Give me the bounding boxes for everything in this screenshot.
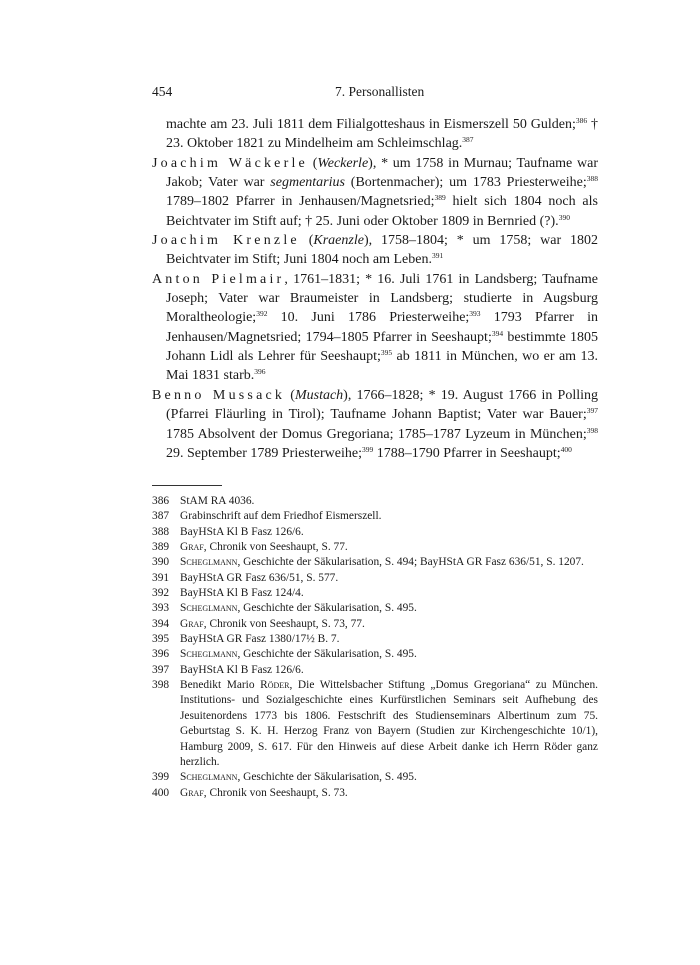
footnote (152, 494, 598, 509)
footnote-ref[interactable]: 395 (380, 348, 393, 358)
footnote (152, 647, 598, 662)
author-name: Graf (180, 541, 204, 554)
footnote-number: 391 (152, 571, 170, 584)
footnote-ref[interactable]: 396 (254, 367, 266, 377)
footnote (152, 571, 598, 586)
main-text (152, 115, 598, 463)
footnote-number: 398 (152, 679, 170, 692)
footnote-ref[interactable]: 387 (462, 135, 474, 145)
footnote-text: Grabinschrift auf dem Friedhof Eismerszell. (180, 510, 382, 523)
footnote-ref[interactable]: 392 (256, 309, 268, 319)
entry-krenzle (152, 231, 598, 270)
footnote-ref[interactable]: 397 (586, 406, 598, 416)
author-name: Graf (180, 617, 204, 630)
footnote-text: , Chronik von Seeshaupt, S. 73. (203, 786, 348, 799)
person-name: Joachim Wäckerle (152, 155, 308, 171)
footnote (152, 540, 598, 555)
text-run: (Bortenmacher); um 1783 Priesterweihe; (344, 175, 587, 191)
footnote-ref[interactable]: 393 (469, 309, 481, 319)
author-name: Scheglmann (180, 602, 238, 615)
footnote-separator (152, 485, 222, 486)
text-run: , 1761–1831; * 16. Juli 1761 in Landsberg; Taufname Joseph; Vater war Braumeister in Landsberg; studierte in Augsburg Moraltheologie; (166, 271, 598, 326)
footnote-ref[interactable]: 400 (560, 444, 572, 454)
text-run: 1788–1790 Pfarrer in Seeshaupt; (373, 445, 561, 461)
footnote-number: 388 (152, 525, 170, 538)
running-header (152, 84, 598, 104)
footnote-number: 394 (152, 617, 170, 630)
footnote-ref[interactable]: 394 (491, 328, 504, 338)
author-name: Röder (260, 679, 290, 692)
footnote-number: 400 (152, 786, 170, 799)
footnote-number: 396 (152, 648, 170, 661)
text-run: ( (285, 387, 295, 403)
latin-term: segmentarius (270, 175, 345, 191)
author-name: Scheglmann (180, 771, 238, 784)
footnote-text: BayHStA Kl B Fasz 126/6. (180, 525, 304, 538)
footnote-ref[interactable]: 388 (586, 174, 598, 184)
footnote (152, 586, 598, 601)
footnote-text: BayHStA Kl B Fasz 126/6. (180, 663, 304, 676)
text-run: 1793 Pfarrer in Jenhausen/Magnetsried; 1794–1805 Pfarrer in Seeshaupt; (166, 310, 598, 345)
text-run: ), 1758–1804; * um 1758; war 1802 Beichtvater im Stift; Juni 1804 noch am Leben. (166, 233, 598, 268)
text-run: hielt sich 1804 noch als Beichtvater im Stift auf; † 25. Juni oder Oktober 1809 in Bernried (?). (166, 194, 598, 229)
person-name: Benno Mussack (152, 387, 286, 403)
footnote-text: BayHStA GR Fasz 636/51, S. 577. (180, 571, 339, 584)
name-variant: Mustach (294, 387, 344, 403)
page-number: 454 (152, 84, 173, 99)
footnote-number: 390 (152, 556, 170, 569)
person-name: Anton Pielmair (152, 271, 285, 287)
text-run: machte am 23. Juli 1811 dem Filialgotteshaus in Eismerszell 50 Gulden; (166, 117, 576, 132)
footnote-text: , Chronik von Seeshaupt, S. 73, 77. (203, 617, 365, 630)
footnote-number: 395 (152, 633, 170, 646)
footnote-text: Benedikt Mario (180, 679, 261, 692)
text-run: 1785 Absolvent der Domus Gregoriana; 1785–1787 Lyzeum in München; (166, 426, 587, 442)
text-run: ), * um 1758 in Murnau; Taufname war Jakob; Vater war (166, 155, 598, 191)
author-name: Scheglmann (180, 556, 238, 569)
person-name: Joachim Krenzle (152, 233, 300, 249)
footnote-ref[interactable]: 390 (558, 212, 570, 222)
text-run: 1789–1802 Pfarrer in Jenhausen/Magnetsried; (166, 194, 435, 210)
footnote-text: , Geschichte der Säkularisation, S. 495. (237, 648, 417, 661)
text-run: ), 1766–1828; * 19. August 1766 in Polling (Pfarrei Fläurling in Tirol); Taufname Johann Baptist; Vater war Bauer; (166, 387, 598, 423)
author-name: Scheglmann (180, 648, 238, 661)
entry-pielmair (152, 270, 598, 386)
text-run: 10. Juni 1786 Priesterweihe; (267, 310, 470, 326)
footnote-text: , Chronik von Seeshaupt, S. 77. (203, 541, 348, 554)
text-run: ab 1811 in München, wo er am 13. Mai 1831 starb. (166, 349, 598, 384)
footnote-text: BayHStA GR Fasz 1380/17½ B. 7. (180, 633, 340, 646)
footnote-number: 392 (152, 587, 170, 600)
footnote (152, 770, 598, 785)
author-name: Graf (180, 786, 204, 799)
continued-entry (152, 115, 598, 154)
footnote (152, 601, 598, 616)
footnote (152, 786, 598, 801)
name-variant: Weckerle (317, 155, 369, 171)
footnote-text: , Geschichte der Säkularisation, S. 494; BayHStA GR Fasz 636/51, S. 1207. (237, 556, 584, 569)
text-run: 29. September 1789 Priesterweihe; (166, 445, 362, 461)
footnote (152, 525, 598, 540)
footnote (152, 663, 598, 678)
footnote-text: , Geschichte der Säkularisation, S. 495. (237, 602, 417, 615)
entry-mussack (152, 386, 598, 463)
footnote-number: 399 (152, 771, 170, 784)
name-variant: Kraenzle (313, 233, 364, 249)
text-run: † 23. Oktober 1821 zu Mindelheim am Schleimschlag. (166, 117, 598, 152)
footnote-number: 386 (152, 495, 170, 507)
footnote-ref[interactable]: 399 (361, 444, 374, 454)
footnote (152, 617, 598, 632)
footnote-ref[interactable]: 391 (431, 251, 444, 261)
footnote (152, 678, 598, 770)
text-run: ( (307, 155, 318, 171)
running-title: 7. Personallisten (335, 84, 425, 99)
footnote-text: BayHStA Kl B Fasz 124/4. (180, 587, 304, 600)
footnote-ref[interactable]: 386 (575, 116, 588, 125)
footnote-number: 393 (152, 602, 170, 615)
text-run: bestimmte 1805 Johann Lidl als Lehrer für Seeshaupt; (166, 329, 598, 365)
footnote-number: 397 (152, 663, 170, 676)
footnote-number: 387 (152, 510, 170, 523)
footnotes (152, 494, 598, 801)
text-run: ( (299, 233, 314, 249)
footnote-ref[interactable]: 398 (586, 425, 598, 435)
entry-waeckerle (152, 154, 598, 231)
footnote (152, 555, 598, 570)
footnote-text: StAM RA 4036. (180, 495, 255, 507)
footnote-number: 389 (152, 541, 170, 554)
footnote-text: , Die Wittelsbacher Stiftung „Domus Gregoriana“ zu München. Institutions- und Sozialgeschichte eines Kurfürstlichen Seminars seit Aufhebung des Jesuitenordens 1773 bis 1806. Festschrift des Studienseminars Albertinum zum 75. Geburtstag S. K. H. Herzog Franz von Bayern (Studien zur Kirchengeschichte 10/1), Hamburg 2009, S. 617. Für den Hinweis auf diese Arbeit danke ich Herrn Röder ganz herzlich. (180, 679, 598, 768)
footnote (152, 509, 598, 524)
footnote-ref[interactable]: 389 (434, 193, 446, 203)
footnote (152, 632, 598, 647)
footnote-text: , Geschichte der Säkularisation, S. 495. (237, 771, 417, 784)
